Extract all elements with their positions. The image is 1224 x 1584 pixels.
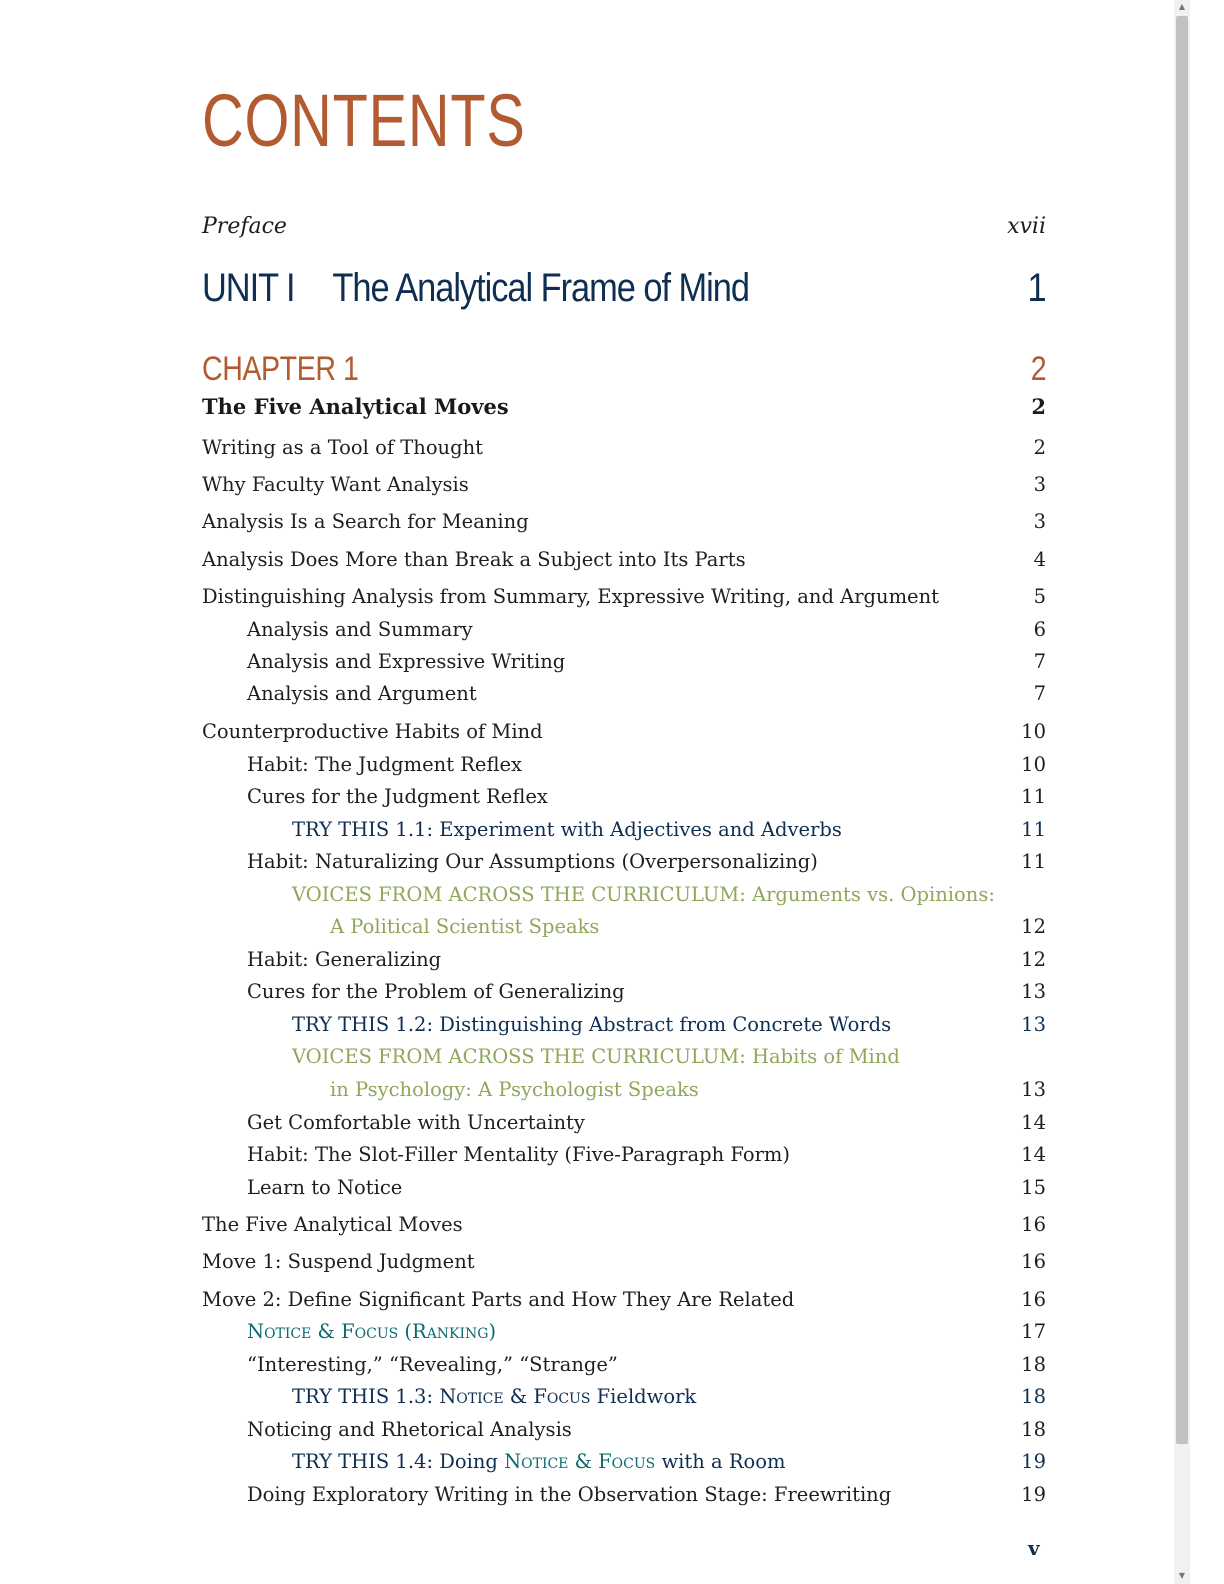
chapter-title-page: 2 xyxy=(1031,394,1046,419)
toc-entry-voices-continued[interactable] xyxy=(330,915,1046,938)
entry-page: 5 xyxy=(1033,585,1046,608)
unit-page: 1 xyxy=(1027,266,1046,310)
entry-label: Get Comfortable with Uncertainty xyxy=(247,1111,585,1134)
notice-focus-term: Notice & Focus xyxy=(439,1385,591,1408)
entry-page: 10 xyxy=(1021,753,1046,776)
entry-page: 7 xyxy=(1033,682,1046,705)
entry-page: xvii xyxy=(1007,214,1046,239)
scrollbar-thumb[interactable] xyxy=(1176,16,1188,1444)
entry-page: 2 xyxy=(1033,436,1046,459)
toc-entry-notice-focus[interactable] xyxy=(247,1320,1046,1343)
entry-page: 19 xyxy=(1021,1450,1046,1473)
entry-label: Cures for the Problem of Generalizing xyxy=(247,980,625,1003)
entry-label: Analysis and Summary xyxy=(247,618,473,641)
entry-label: Move 2: Define Significant Parts and How They Are Related xyxy=(202,1288,795,1311)
toc-entry[interactable] xyxy=(247,1143,1046,1166)
entry-page: 13 xyxy=(1021,1078,1046,1101)
entry-label: Preface xyxy=(202,214,287,239)
entry-page: 17 xyxy=(1021,1320,1046,1343)
entry-label: “Interesting,” “Revealing,” “Strange” xyxy=(247,1353,618,1376)
entry-label: Distinguishing Analysis from Summary, Expressive Writing, and Argument xyxy=(202,585,939,608)
entry-label-suffix: Fieldwork xyxy=(590,1385,697,1408)
toc-entry[interactable] xyxy=(247,1418,1046,1441)
entry-label: Writing as a Tool of Thought xyxy=(202,436,483,459)
entry-label xyxy=(292,1450,785,1473)
toc-unit[interactable] xyxy=(202,266,1046,311)
notice-focus-term: Notice & Focus xyxy=(504,1450,656,1473)
entry-page: 3 xyxy=(1033,473,1046,496)
entry-page: 14 xyxy=(1021,1143,1046,1166)
entry-page: 6 xyxy=(1033,618,1046,641)
entry-label: in Psychology: A Psychologist Speaks xyxy=(330,1078,699,1101)
entry-label: Learn to Notice xyxy=(247,1176,403,1199)
entry-label: Noticing and Rhetorical Analysis xyxy=(247,1418,572,1441)
unit-number: UNIT I xyxy=(202,266,295,310)
entry-label: Habit: The Slot-Filler Mentality (Five-Paragraph Form) xyxy=(247,1143,791,1166)
toc-chapter[interactable] xyxy=(202,350,1046,389)
contents-heading: CONTENTS xyxy=(202,79,526,162)
entry-page: 16 xyxy=(1021,1288,1046,1311)
entry-page: 13 xyxy=(1021,1013,1046,1036)
entry-label: Notice & Focus (Ranking) xyxy=(247,1320,497,1343)
entry-label: Habit: Naturalizing Our Assumptions (Overpersonalizing) xyxy=(247,850,818,873)
entry-label: Counterproductive Habits of Mind xyxy=(202,720,543,743)
entry-page: 15 xyxy=(1021,1176,1046,1199)
toc-entry[interactable] xyxy=(247,1353,1046,1376)
chapter-label: CHAPTER 1 xyxy=(202,350,359,388)
toc-entry[interactable] xyxy=(247,682,1046,705)
toc-entry-try-this[interactable] xyxy=(292,1385,1046,1408)
toc-entry[interactable] xyxy=(247,650,1046,673)
toc-entry[interactable] xyxy=(247,948,1046,971)
entry-page: 13 xyxy=(1021,980,1046,1003)
toc-entry[interactable] xyxy=(202,510,1046,533)
toc-entry-voices[interactable] xyxy=(292,883,1046,906)
unit-heading xyxy=(202,266,749,311)
entry-label: A Political Scientist Speaks xyxy=(330,915,600,938)
toc-entry[interactable] xyxy=(247,1483,1046,1506)
toc-entry[interactable] xyxy=(202,548,1046,571)
chapter-title: The Five Analytical Moves xyxy=(202,394,509,419)
window-edge xyxy=(1190,0,1224,1584)
entry-label: Analysis and Expressive Writing xyxy=(247,650,566,673)
entry-label-suffix: with a Room xyxy=(655,1450,786,1473)
entry-page: 11 xyxy=(1021,818,1046,841)
entry-page: 19 xyxy=(1021,1483,1046,1506)
toc-entry[interactable] xyxy=(247,980,1046,1003)
chapter-page: 2 xyxy=(1030,350,1047,388)
unit-title: The Analytical Frame of Mind xyxy=(332,266,749,310)
entry-page: 18 xyxy=(1021,1418,1046,1441)
entry-label: The Five Analytical Moves xyxy=(202,1213,463,1236)
toc-entry-try-this[interactable] xyxy=(292,818,1046,841)
entry-page: 12 xyxy=(1021,915,1046,938)
entry-page: 7 xyxy=(1033,650,1046,673)
toc-entry[interactable] xyxy=(247,1176,1046,1199)
entry-label-prefix: TRY THIS 1.3: xyxy=(292,1385,440,1408)
toc-entry-voices-continued[interactable] xyxy=(330,1078,1046,1101)
toc-entry[interactable] xyxy=(202,720,1046,743)
scroll-up-arrow-icon[interactable]: ▲ xyxy=(1178,2,1186,11)
entry-page: 11 xyxy=(1021,785,1046,808)
toc-entry[interactable] xyxy=(247,850,1046,873)
toc-entry[interactable] xyxy=(202,436,1046,459)
toc-entry[interactable] xyxy=(247,753,1046,776)
entry-label: Why Faculty Want Analysis xyxy=(202,473,469,496)
entry-label: Habit: Generalizing xyxy=(247,948,442,971)
entry-label: Cures for the Judgment Reflex xyxy=(247,785,548,808)
entry-page: 18 xyxy=(1021,1353,1046,1376)
entry-label: TRY THIS 1.2: Distinguishing Abstract from Concrete Words xyxy=(292,1013,892,1036)
toc-entry[interactable] xyxy=(202,1213,1046,1236)
entry-label: VOICES FROM ACROSS THE CURRICULUM: Habits of Mind xyxy=(292,1045,900,1068)
entry-page: 3 xyxy=(1033,510,1046,533)
entry-label: Move 1: Suspend Judgment xyxy=(202,1250,475,1273)
entry-label: Analysis and Argument xyxy=(247,682,477,705)
entry-label: Doing Exploratory Writing in the Observation Stage: Freewriting xyxy=(247,1483,892,1506)
entry-page: 11 xyxy=(1021,850,1046,873)
toc-entry[interactable] xyxy=(202,585,1046,608)
entry-label xyxy=(292,1385,696,1408)
entry-label: Habit: The Judgment Reflex xyxy=(247,753,522,776)
entry-label: VOICES FROM ACROSS THE CURRICULUM: Arguments vs. Opinions: xyxy=(292,883,995,906)
entry-page: 12 xyxy=(1021,948,1046,971)
entry-label: Analysis Does More than Break a Subject into Its Parts xyxy=(202,548,746,571)
toc-entry[interactable] xyxy=(202,1288,1046,1311)
toc-entry[interactable] xyxy=(247,785,1046,808)
toc-entry-preface[interactable] xyxy=(202,214,1046,239)
toc-entry[interactable] xyxy=(202,1250,1046,1273)
toc-entry-try-this[interactable] xyxy=(292,1013,1046,1036)
toc-entry[interactable] xyxy=(247,618,1046,641)
entry-label-prefix: TRY THIS 1.4: Doing xyxy=(292,1450,505,1473)
entry-label: TRY THIS 1.1: Experiment with Adjectives and Adverbs xyxy=(292,818,842,841)
entry-page: 16 xyxy=(1021,1250,1046,1273)
scroll-down-arrow-icon[interactable]: ▼ xyxy=(1178,1571,1186,1580)
toc-entry[interactable] xyxy=(247,1111,1046,1134)
entry-page: 4 xyxy=(1033,548,1046,571)
entry-label: Analysis Is a Search for Meaning xyxy=(202,510,529,533)
toc-entry-voices[interactable] xyxy=(292,1045,1046,1068)
entry-page: 14 xyxy=(1021,1111,1046,1134)
entry-page: 18 xyxy=(1021,1385,1046,1408)
entry-page: 16 xyxy=(1021,1213,1046,1236)
toc-chapter-title[interactable] xyxy=(202,394,1046,419)
entry-page: 10 xyxy=(1021,720,1046,743)
toc-entry[interactable] xyxy=(202,473,1046,496)
page-number: v xyxy=(1028,1536,1040,1560)
toc-entry-try-this[interactable] xyxy=(292,1450,1046,1473)
